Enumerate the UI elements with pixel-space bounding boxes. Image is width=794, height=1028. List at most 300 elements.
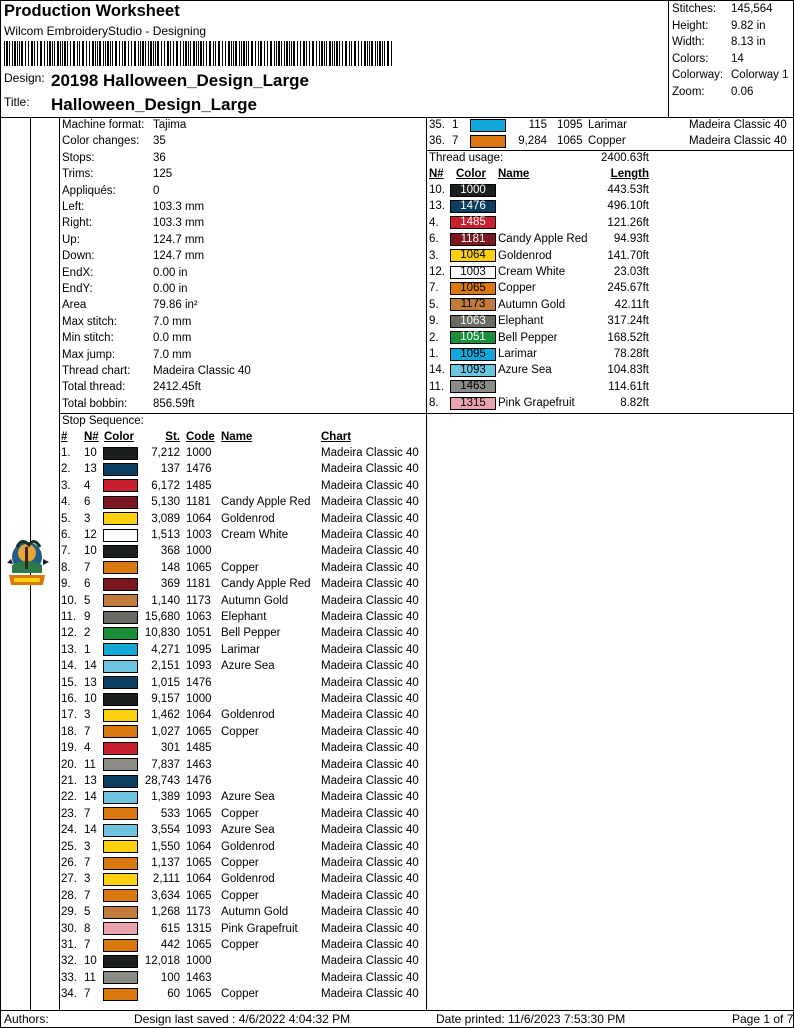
usage-needle: 3. <box>429 249 439 262</box>
stop-header-stitches: St. <box>165 431 180 443</box>
usage-needle: 14. <box>429 364 445 377</box>
stop-color-swatch <box>103 660 138 673</box>
stop-index: 23. <box>61 807 77 820</box>
stop-needle: 14 <box>84 791 97 804</box>
stop-row <box>59 707 421 723</box>
stop-code: 1093 <box>186 791 212 804</box>
barcode-bar <box>138 41 139 66</box>
stop-code: 1000 <box>186 545 212 558</box>
stop-name: Copper <box>221 939 259 951</box>
stop-row <box>59 871 421 887</box>
stop-needle: 10 <box>84 693 97 705</box>
stop-stitches: 7,212 <box>151 447 180 459</box>
machine-label: Max jump: <box>62 348 116 361</box>
stop-stitches: 1,015 <box>151 676 180 689</box>
stop-chart: Madeira Classic 40 <box>321 857 419 869</box>
stop-stitches: 1,268 <box>151 906 180 919</box>
stop-chart: Madeira Classic 40 <box>321 594 419 607</box>
barcode-bar <box>25 41 26 66</box>
usage-length: 114.61ft <box>608 380 649 393</box>
stop-index: 3. <box>61 479 71 492</box>
stop-color-swatch <box>103 578 138 591</box>
usage-header-color: Color <box>456 168 487 180</box>
stop-code: 1476 <box>186 676 212 689</box>
machine-label: EndY: <box>62 283 93 295</box>
usage-length: 141.70ft <box>607 249 649 262</box>
stop-code: 1065 <box>186 561 212 574</box>
stop-row <box>59 461 421 477</box>
thread-usage-row <box>426 362 794 378</box>
stop-chart: Madeira Classic 40 <box>321 709 419 722</box>
barcode-bar <box>251 41 253 66</box>
stop-sequence-title: Stop Sequence: <box>62 415 144 427</box>
stop-index: 28. <box>61 889 77 902</box>
barcode-bar <box>321 41 323 66</box>
stop-name: Azure Sea <box>221 660 275 673</box>
barcode-bar <box>312 41 314 66</box>
barcode-bar <box>319 41 320 66</box>
stop-color-swatch <box>103 971 138 984</box>
stop-color-swatch <box>103 693 138 706</box>
stop-row <box>59 527 421 543</box>
stop-code: 1065 <box>186 857 212 869</box>
thread-usage-row <box>426 280 794 296</box>
stop-index: 5. <box>61 512 71 525</box>
barcode-bar <box>246 41 247 66</box>
stop-code: 1315 <box>186 922 212 935</box>
stop-color-swatch <box>103 463 138 476</box>
stop-chart: Madeira Classic 40 <box>321 479 419 492</box>
stop-color-swatch <box>103 922 138 935</box>
stop-name: Azure Sea <box>221 824 275 837</box>
usage-needle: 10. <box>429 184 445 196</box>
barcode-bar <box>150 41 152 66</box>
stop-index: 19. <box>61 742 77 755</box>
barcode-bar <box>79 41 80 66</box>
barcode-bar <box>77 41 78 66</box>
stop-code: 1093 <box>186 660 212 673</box>
stop-code: 1051 <box>186 627 212 640</box>
machine-value: 125 <box>153 168 173 181</box>
usage-color-swatch: 1315 <box>450 397 496 410</box>
stop-row <box>59 740 421 756</box>
barcode-bar <box>309 41 310 66</box>
stop-code: 1181 <box>186 578 211 591</box>
stop-code: 1095 <box>186 643 212 656</box>
stop-index: 17. <box>61 709 77 722</box>
stop-chart: Madeira Classic 40 <box>321 906 419 919</box>
summary-value: 9.82 in <box>731 19 766 32</box>
machine-value: 7.0 mm <box>153 348 192 361</box>
stop-row <box>59 560 421 576</box>
barcode-bar <box>183 41 184 66</box>
barcode-bar <box>19 41 20 66</box>
stop-name: Copper <box>221 807 259 820</box>
usage-length: 168.52ft <box>607 331 649 344</box>
barcode-bar <box>44 41 45 66</box>
stop-stitches: 12,018 <box>144 955 180 968</box>
machine-value: 103.3 mm <box>153 217 205 230</box>
stop-needle: 1 <box>452 119 459 131</box>
stop-code: 1064 <box>186 709 212 722</box>
barcode-bar <box>124 41 126 66</box>
usage-color-swatch: 1093 <box>450 364 496 377</box>
stop-name: Copper <box>221 988 259 1001</box>
stop-code: 1065 <box>186 725 212 738</box>
stop-needle: 10 <box>84 545 97 558</box>
stop-needle: 7 <box>84 988 91 1001</box>
design-thumbnail <box>5 535 51 593</box>
stop-needle: 3 <box>84 709 91 722</box>
stop-row <box>59 937 421 953</box>
machine-value: 124.7 mm <box>153 233 205 246</box>
barcode-bar <box>185 41 187 66</box>
usage-length: 317.24ft <box>607 315 649 328</box>
stop-stitches: 1,550 <box>151 840 180 853</box>
stop-row <box>59 839 421 855</box>
machine-value: 7.0 mm <box>153 315 192 328</box>
barcode-bar <box>231 41 232 66</box>
barcode-bar <box>153 41 154 66</box>
usage-name: Candy Apple Red <box>498 233 588 246</box>
stop-chart: Madeira Classic 40 <box>321 939 419 951</box>
stop-stitches: 100 <box>160 971 180 984</box>
stop-needle: 8 <box>84 922 91 935</box>
machine-label: Min stitch: <box>62 332 114 345</box>
stop-chart: Madeira Classic 40 <box>689 135 787 148</box>
stop-header-name: Name <box>221 431 253 443</box>
stop-color-swatch <box>103 840 138 853</box>
stop-stitches: 1,389 <box>151 791 180 804</box>
stop-chart: Madeira Classic 40 <box>321 643 419 656</box>
barcode-bar <box>112 41 113 66</box>
usage-needle: 6. <box>429 233 439 246</box>
stop-needle: 6 <box>84 496 91 509</box>
machine-label: Machine format: <box>62 119 145 131</box>
stop-name: Copper <box>588 135 626 148</box>
machine-value: Madeira Classic 40 <box>153 365 251 377</box>
stop-row <box>59 806 421 822</box>
barcode-bar <box>278 41 280 66</box>
barcode-bar <box>371 41 373 66</box>
summary-label: Stitches: <box>672 3 717 15</box>
usage-length: 104.83ft <box>607 364 649 377</box>
stop-chart: Madeira Classic 40 <box>321 496 419 509</box>
barcode-bar <box>361 41 362 66</box>
stop-color-swatch <box>103 791 138 804</box>
stop-index: 16. <box>61 693 77 705</box>
stop-name: Goldenrod <box>221 840 275 853</box>
barcode-bar <box>103 41 104 66</box>
barcode-bar <box>339 41 340 66</box>
barcode-bar <box>95 41 96 66</box>
barcode-bar <box>364 41 366 66</box>
stop-chart: Madeira Classic 40 <box>321 627 419 640</box>
barcode-bar <box>345 41 347 66</box>
usage-header-n: N# <box>429 168 444 180</box>
barcode-bar <box>334 41 335 66</box>
stop-row <box>59 953 421 969</box>
stop-color-swatch <box>103 824 138 837</box>
stop-stitches: 9,157 <box>151 693 180 705</box>
stop-stitches: 3,554 <box>151 824 180 837</box>
stop-needle: 5 <box>84 906 91 919</box>
barcode-bar <box>349 41 350 66</box>
stop-index: 11. <box>61 611 77 623</box>
stop-needle: 7 <box>84 725 91 738</box>
stop-code: 1173 <box>186 906 211 919</box>
stop-header-chart: Chart <box>321 431 352 443</box>
usage-color-swatch: 1173 <box>450 298 496 311</box>
barcode-bar <box>12 41 13 66</box>
stop-chart: Madeira Classic 40 <box>321 971 419 984</box>
stop-stitches: 301 <box>160 742 180 755</box>
stop-stitches: 368 <box>160 545 180 558</box>
machine-label: Left: <box>62 201 85 213</box>
stop-code: 1485 <box>186 479 212 492</box>
usage-color-swatch: 1064 <box>450 249 496 262</box>
machine-label: Thread chart: <box>62 365 131 377</box>
barcode-bar <box>9 41 10 66</box>
stop-index: 8. <box>61 561 71 574</box>
barcode-bar <box>200 41 202 66</box>
stop-color-swatch <box>103 988 138 1001</box>
barcode-bar <box>258 41 259 66</box>
stop-color-swatch <box>103 512 138 525</box>
thread-usage-row <box>426 182 794 198</box>
barcode-bar <box>391 41 392 66</box>
usage-length: 8.82ft <box>620 397 649 410</box>
barcode-bar <box>4 41 5 66</box>
barcode-bar <box>57 41 59 66</box>
thread-usage-row <box>426 198 794 214</box>
stop-stitches: 7,837 <box>151 758 180 771</box>
barcode-bar <box>293 41 295 66</box>
barcode-bar <box>157 41 159 66</box>
stop-index: 30. <box>61 922 77 935</box>
barcode-bar <box>89 41 90 66</box>
barcode-bar <box>54 41 55 66</box>
stop-needle: 4 <box>84 742 91 755</box>
footer-date-printed: Date printed: 11/6/2023 7:53:30 PM <box>436 1012 626 1026</box>
stop-color-swatch <box>103 758 138 771</box>
barcode-bar <box>67 41 68 66</box>
barcode-bar <box>274 41 275 66</box>
barcode-bar <box>110 41 111 66</box>
usage-color-swatch: 1000 <box>450 184 496 197</box>
barcode-bar <box>379 41 381 66</box>
usage-needle: 5. <box>429 298 439 311</box>
machine-value: 856.59ft <box>153 397 195 410</box>
summary-value: 8.13 in <box>731 36 766 48</box>
barcode-bar <box>164 41 165 66</box>
stop-index: 24. <box>61 824 77 837</box>
stop-index: 25. <box>61 840 77 853</box>
barcode-bar <box>326 41 327 66</box>
stop-code: 1173 <box>186 594 211 607</box>
stop-needle: 10 <box>84 447 97 459</box>
stop-row <box>59 478 421 494</box>
stop-row <box>59 609 421 625</box>
barcode-bar <box>73 41 75 66</box>
stop-color-swatch <box>103 807 138 820</box>
stop-name: Elephant <box>221 611 267 623</box>
machine-label: Appliqués: <box>62 184 116 197</box>
barcode-bar <box>128 41 129 66</box>
usage-color-swatch: 1051 <box>450 331 496 344</box>
stop-index: 36. <box>429 135 445 148</box>
barcode-bar <box>37 41 38 66</box>
stop-name: Candy Apple Red <box>221 578 311 591</box>
stop-code: 1003 <box>186 529 212 541</box>
barcode-bar <box>384 41 385 66</box>
stop-stitches: 442 <box>160 939 180 951</box>
stop-index: 26. <box>61 857 77 869</box>
stop-chart: Madeira Classic 40 <box>321 529 419 541</box>
stop-stitches: 9,284 <box>518 135 547 148</box>
stop-needle: 7 <box>84 889 91 902</box>
stop-needle: 7 <box>452 135 459 148</box>
barcode-bar <box>21 41 23 66</box>
stop-row <box>59 773 421 789</box>
summary-divider <box>668 0 669 118</box>
stop-name: Autumn Gold <box>221 906 289 919</box>
barcode-bar <box>387 41 389 66</box>
barcode-bar <box>60 41 61 66</box>
stop-stitches: 137 <box>160 463 180 476</box>
stop-stitches: 1,140 <box>151 594 180 607</box>
stop-code: 1000 <box>186 955 212 968</box>
usage-needle: 12. <box>429 266 445 278</box>
barcode-bar <box>233 41 234 66</box>
stop-needle: 10 <box>84 955 97 968</box>
stop-row <box>59 757 421 773</box>
machine-label: Total thread: <box>62 381 126 394</box>
summary-label: Colorway: <box>672 69 724 81</box>
stop-stitches: 533 <box>160 807 180 820</box>
barcode <box>4 41 394 66</box>
footer-page-number: Page 1 of 7 <box>732 1012 794 1026</box>
stop-index: 29. <box>61 906 77 919</box>
stop-color-swatch <box>470 119 506 132</box>
stop-chart: Madeira Classic 40 <box>321 545 419 558</box>
machine-value: 2412.45ft <box>153 381 201 394</box>
stop-index: 22. <box>61 791 77 804</box>
stop-code: 1065 <box>557 135 583 148</box>
stop-name: Candy Apple Red <box>221 496 311 509</box>
stop-chart: Madeira Classic 40 <box>321 447 419 459</box>
machine-value: Tajima <box>153 119 187 131</box>
barcode-bar <box>291 41 292 66</box>
barcode-bar <box>225 41 226 66</box>
thread-usage-row <box>426 330 794 346</box>
usage-name: Goldenrod <box>498 249 552 262</box>
thread-usage-row <box>426 313 794 329</box>
summary-value: 0.06 <box>731 85 754 98</box>
design-value: 20198 Halloween_Design_Large <box>51 71 309 90</box>
stop-needle: 11 <box>84 971 96 984</box>
stop-stitches: 15,680 <box>144 611 180 623</box>
stop-index: 4. <box>61 496 71 509</box>
stop-index: 1. <box>61 447 71 459</box>
stop-color-swatch <box>103 627 138 640</box>
barcode-bar <box>264 41 265 66</box>
stop-index: 20. <box>61 758 77 771</box>
usage-needle: 11. <box>429 380 445 393</box>
stop-chart: Madeira Classic 40 <box>321 660 419 673</box>
stop-row <box>59 675 421 691</box>
usage-color-swatch: 1485 <box>450 216 496 229</box>
barcode-bar <box>377 41 378 66</box>
usage-needle: 9. <box>429 315 439 328</box>
usage-length: 78.28ft <box>613 348 649 360</box>
usage-name: Autumn Gold <box>498 298 566 311</box>
barcode-bar <box>28 41 29 66</box>
stop-needle: 1 <box>84 643 91 656</box>
stop-needle: 7 <box>84 857 91 869</box>
barcode-bar <box>148 41 149 66</box>
stop-needle: 7 <box>84 561 91 574</box>
barcode-bar <box>140 41 141 66</box>
barcode-bar <box>218 41 220 66</box>
stop-stitches: 115 <box>528 119 547 131</box>
usage-header-name: Name <box>498 168 530 180</box>
stop-needle: 2 <box>84 627 91 640</box>
barcode-bar <box>47 41 48 66</box>
stop-chart: Madeira Classic 40 <box>321 824 419 837</box>
barcode-bar <box>316 41 317 66</box>
stop-name: Autumn Gold <box>221 594 289 607</box>
usage-name: Bell Pepper <box>498 331 558 344</box>
usage-length: 496.10ft <box>607 200 649 213</box>
machine-label: Down: <box>62 250 95 263</box>
stop-needle: 5 <box>84 594 91 607</box>
barcode-bar <box>86 41 87 66</box>
stop-row <box>59 642 421 658</box>
thread-usage-row <box>426 215 794 231</box>
barcode-bar <box>267 41 268 66</box>
stop-header-color: Color <box>104 431 135 443</box>
summary-value: 14 <box>731 52 744 65</box>
stop-chart: Madeira Classic 40 <box>321 578 419 591</box>
machine-label: Area <box>62 299 87 312</box>
barcode-bar <box>255 41 256 66</box>
summary-value: Colorway 1 <box>731 69 789 81</box>
stop-stitches: 1,462 <box>151 709 180 722</box>
barcode-bar <box>332 41 333 66</box>
stop-row <box>59 445 421 461</box>
stop-color-swatch <box>103 643 138 656</box>
usage-needle: 2. <box>429 331 439 344</box>
stop-color-swatch <box>103 561 138 574</box>
barcode-bar <box>52 41 53 66</box>
stop-index: 15. <box>61 676 77 689</box>
barcode-bar <box>351 41 352 66</box>
stop-needle: 3 <box>84 873 91 886</box>
machine-value: 103.3 mm <box>153 201 205 213</box>
stop-code: 1063 <box>186 611 212 623</box>
barcode-bar <box>203 41 204 66</box>
stop-index: 7. <box>61 545 71 558</box>
stop-code: 1064 <box>186 873 212 886</box>
stop-stitches: 3,089 <box>151 512 180 525</box>
barcode-bar <box>324 41 325 66</box>
stop-header-n: N# <box>84 431 99 443</box>
stop-color-swatch <box>103 775 138 788</box>
stop-needle: 13 <box>84 676 97 689</box>
thread-usage-row <box>426 395 794 411</box>
stop-stitches: 28,743 <box>144 775 180 787</box>
